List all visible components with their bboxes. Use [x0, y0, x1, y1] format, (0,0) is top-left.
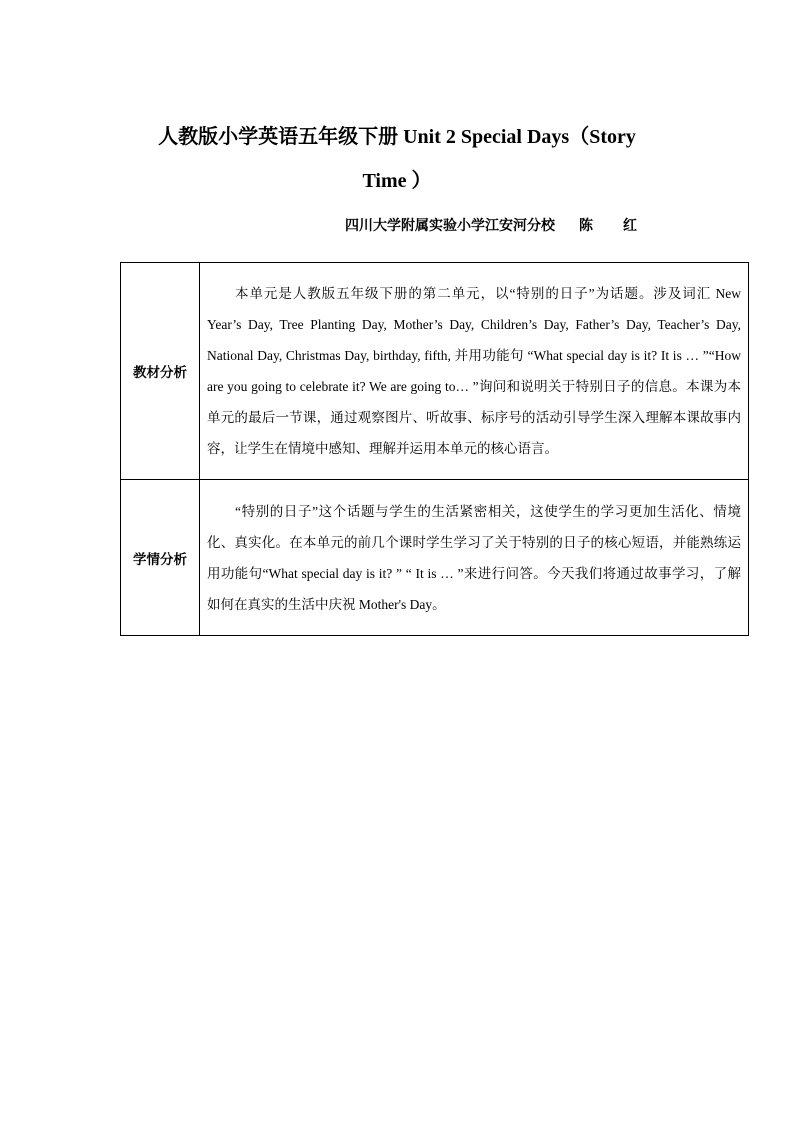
author-school: 四川大学附属实验小学江安河分校	[345, 218, 555, 234]
table-row-student-analysis	[121, 480, 749, 636]
document-title-line2: Time ）	[362, 170, 432, 192]
row-content-student-analysis: “特别的日子”这个话题与学生的生活紧密相关，这使学生的学习更加生活化、情境化、真实化。在本单元的前几个课时学生学习了关于特别的日子的核心短语，并能熟练运用功能句“What special day is it? ” “ It is … ”来进行问答。今天我们将通过故事学习，了解如何在真实的生活中庆祝 Mother's Day。	[200, 480, 749, 636]
author-name: 陈红	[579, 218, 667, 234]
table-row-textbook-analysis	[121, 263, 749, 480]
row-label-student-analysis: 学情分析	[121, 480, 200, 636]
document-title-line1: 人教版小学英语五年级下册 Unit 2 Special Days（Story	[158, 126, 636, 148]
analysis-table	[120, 262, 749, 636]
author-line	[345, 216, 667, 236]
row-label-textbook-analysis: 教材分析	[121, 263, 200, 480]
row-content-textbook-analysis: 本单元是人教版五年级下册的第二单元，以“特别的日子”为话题。涉及词汇 New Year’s Day, Tree Planting Day, Mother’s Day, Children’s Day, Father’s Day, Teacher’s Day, National Day, Christmas Day, birthday, fifth, 并用功能句 “What special day is it? It is … ”“How are you going to celebrate it? We are going to… ”询问和说明关于特别日子的信息。本课为本单元的最后一节课，通过观察图片、听故事、标序号的活动引导学生深入理解本课故事内容，让学生在情境中感知、理解并运用本单元的核心语言。	[200, 263, 749, 480]
